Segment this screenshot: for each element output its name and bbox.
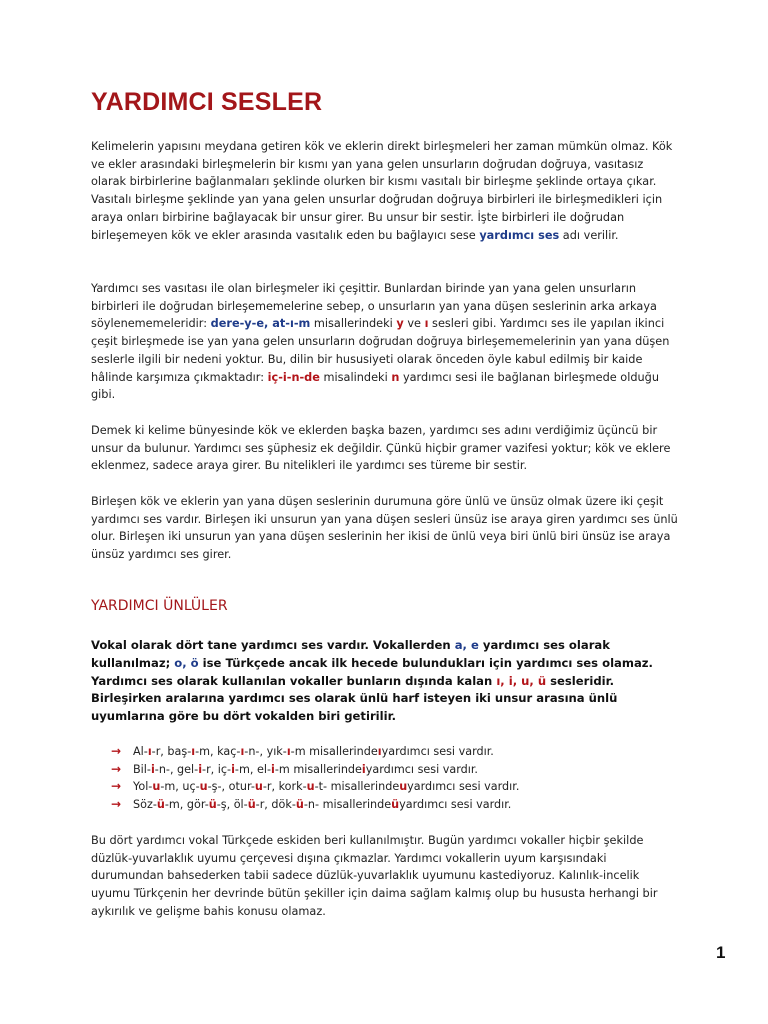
paragraph-vowels: Vokal olarak dört tane yardımcı ses vardır. Vokallerden a, e yardımcı ses olarak kullanılmaz; o, ö ise Türkçede ancak ilk hecede bulundukları için yardımcı ses olamaz. Yardımcı ses olarak kullanılan vokaller bunların dışında kalan ı, i, u, ü sesleridir. Birleşirken aralarına yardımcı ses olarak ünlü harf isteyen iki unsur arasına ünlü uyumlarına göre bu dört vokalden biri getirilir. — [91, 638, 653, 724]
list-item: → Bil- i -n-, gel- i -r, iç- i -m, el- i -m misallerinde i yardımcı sesi vardır. — [111, 761, 519, 779]
example-icinde: iç-i-n-de — [267, 370, 320, 384]
vowels-iiuu: ı, i, u, ü — [496, 673, 547, 688]
term-yardimci-ses: yardımcı ses — [479, 228, 560, 242]
example-dereye: dere-y-e, at-ı-m — [210, 317, 311, 331]
vowels-ae: a, e — [454, 638, 479, 652]
vowels-oo: o, ö — [174, 655, 199, 670]
arrow-right-icon: → — [111, 797, 122, 812]
paragraph-history: Bu dört yardımcı vokal Türkçede eskiden beri kullanılmıştır. Bugün yardımcı vokaller hiçbir şekilde düzlük-yuvarlaklık uyumu çerçevesi dışına çıkmazlar. Yardımcı vokallerin uyum karşısındaki durumundan bahsederken tabii sadece düzlük-yuvarlaklık uyumunu kastediyoruz. Kalınlık-incelik uyumu Türkçenin her devrinde bütün şekiller için daima sağlam kalmış olup bu hususta herhangi bir aykırılık ve gelişme bahis konusu olamaz. — [91, 834, 658, 918]
letter-n: n — [391, 370, 400, 384]
letter-i-dotless: ı — [424, 317, 429, 331]
page-number: 1 — [716, 943, 726, 962]
paragraph-third-element: Demek ki kelime bünyesinde kök ve eklerden başka bazen, yardımcı ses adını verdiğimiz üçüncü bir unsur da bulunur. Yardımcı ses şüphesiz ek değildir. Çünkü hiçbir gramer vazifesi yoktur; kök ve eklere eklenmez, sadece araya girer. Bu nitelikleri ile yardımcı ses türeme bir sestir. — [91, 424, 671, 473]
arrow-right-icon: → — [111, 744, 122, 758]
list-item: → Söz- ü -m, gör- ü -ş, öl- ü -r, dök- ü -n- misallerinde ü yardımcı sesi vardır. — [111, 796, 519, 814]
example-list — [111, 743, 519, 814]
paragraph-types: Yardımcı ses vasıtası ile olan birleşmeler iki çeşittir. Bunlardan birinde yan yana gelen unsurların birbirleri ile doğrudan birleşememelerine sebep, o unsurların yan yana düşen seslerinin arka arkaya söylenememeleridir: dere-y-e, at-ı-m misallerindeki y ve ı sesleri gibi. Yardımcı ses ile yapılan ikinci çeşit birleşmede ise yan yana gelen unsurların doğrudan doğruya birleşememelerinin yan yana düşen seslerle ilgili bir nedeni yoktur. Bu, dilin bir hususiyeti olarak önceden öyle kabul edilmiş bir kaide hâlinde karşımıza çıkmaktadır: iç-i-n-de misalindeki n yardımcı sesi ile bağlanan birleşmede olduğu gibi. — [91, 282, 670, 402]
paragraph-intro: Kelimelerin yapısını meydana getiren kök ve eklerin direkt birleşmeleri her zaman mümkün olmaz. Kök ve ekler arasındaki birleşmelerin bir kısmı yan yana gelen unsurların doğrudan doğruya, vasıtasız olarak birbirlerine bağlanmaları şeklinde olurken bir kısmı vasıtalı bir birleşme şeklinde ortaya çıkar. Vasıtalı birleşme şeklinde yan yana gelen unsurlar doğrudan doğruya birbirleri ile birleşmedikleri için araya onları birbirine bağlayacak bir unsur girer. Bu unsur bir sestir. İşte birbirleri ile doğrudan birleşemeyen kök ve ekler arasında vasıtalık eden bu bağlayıcı sese yardımcı ses adı verilir. — [91, 140, 673, 242]
section-subtitle: YARDIMCI ÜNLÜLER — [91, 598, 228, 614]
arrow-right-icon: → — [111, 779, 122, 794]
page-title: YARDIMCI SESLER — [91, 88, 323, 116]
list-item: → Yol- u -m, uç- u -ş-, otur- u -r, kork- u -t- misallerinde u yardımcı sesi vardır. — [111, 778, 519, 796]
arrow-right-icon: → — [111, 761, 122, 776]
list-item: → Al- ı -r, baş- ı -m, kaç- ı -n-, yık- ı -m misallerinde ı yardımcı sesi vardır. — [111, 743, 519, 761]
paragraph-two-kinds: Birleşen kök ve eklerin yan yana düşen seslerinin durumuna göre ünlü ve ünsüz olmak üzere iki çeşit yardımcı ses vardır. Birleşen iki unsurun yan yana düşen sesleri ünsüz ise araya giren yardımcı ses ünlü olur. Birleşen iki unsurun yan yana düşen seslerinin her ikisi de ünlü veya biri ünlü biri ünsüz ise araya ünsüz yardımcı ses girer. — [91, 495, 678, 562]
letter-y: y — [396, 317, 404, 331]
